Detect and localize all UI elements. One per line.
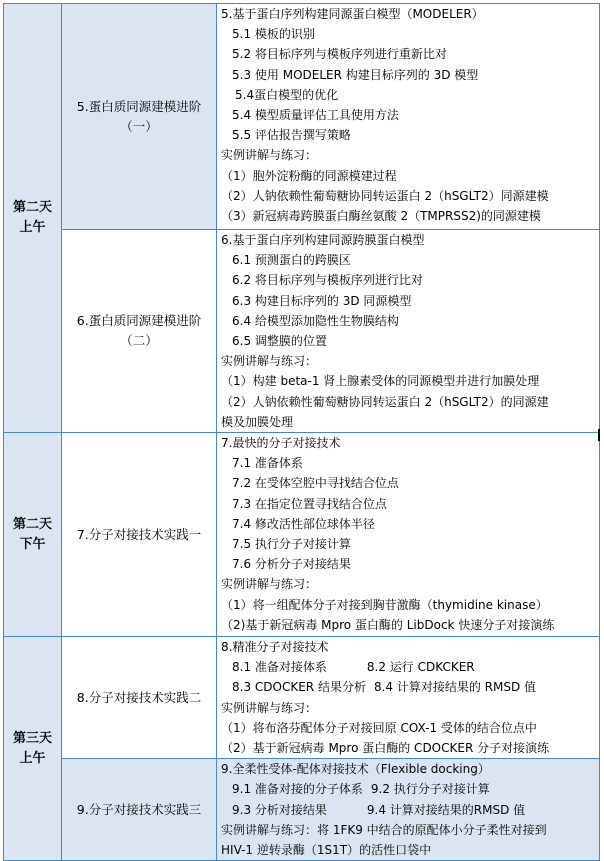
practice-label: 实例讲解与练习：	[221, 822, 318, 837]
topic-cell	[62, 230, 217, 433]
exercise-item: （1）构建 beta-1 肾上腺素受体的同源模型并进行加膜处理	[221, 374, 540, 389]
practice-label: 实例讲解与练习：	[221, 354, 318, 369]
list-item: 5.3 使用 MODELER 构建目标序列的 3D 模型	[232, 67, 479, 82]
topic-cell	[62, 4, 217, 230]
practice-label: 实例讲解与练习：	[221, 700, 318, 715]
section-heading: 7.最快的分子对接技术	[221, 436, 341, 451]
exercise-item: （2）人钠依赖性葡萄糖协同转运蛋白 2（hSGLT2）的同源建	[221, 394, 549, 409]
list-item: 6.5 调整膜的位置	[232, 334, 327, 349]
practice-line	[221, 820, 596, 840]
list-item: 7.4 修改活性部位球体半径	[232, 516, 375, 531]
list-item: 7.1 准备体系	[232, 456, 303, 471]
exercise-item: （2）人钠依赖性葡萄糖协同转运蛋白 2（hSGLT2）同源建模	[221, 188, 549, 203]
exercise-item: （2)基于新冠病毒 Mpro 蛋白酶的 LibDock 快速分子对接演练	[221, 617, 555, 632]
course-schedule-table	[3, 3, 600, 861]
section-heading: 6.基于蛋白序列构建同源跨膜蛋白模型	[221, 233, 425, 247]
day-label: 第三天	[12, 730, 52, 746]
list-item: 5.2 将目标序列与模板序列进行重新比对	[232, 47, 447, 62]
exercise-item: （1）将布洛芬配体分子对接回原 COX-1 受体的结合位点中	[221, 720, 537, 735]
time-label: 上午	[19, 750, 46, 766]
section-heading: 8.精准分子对接技术	[221, 640, 329, 655]
table-row	[4, 637, 600, 759]
list-item: 8.4 计算对接结果的 RMSD 值	[373, 680, 537, 695]
topic-cell	[62, 637, 217, 759]
time-label: 上午	[19, 220, 46, 236]
topic-title: 6.蛋白质同源建模进阶	[76, 313, 202, 329]
list-item: 9.4 计算对接结果的RMSD 值	[366, 802, 526, 817]
section-heading: 5.基于蛋白序列构建同源蛋白模型（MODELER）	[221, 7, 484, 21]
topic-subtitle: （一）	[120, 118, 158, 134]
list-item: 6.2 将目标序列与模板序列进行比对	[232, 273, 423, 288]
exercise-item: （1）将一组配体分子对接到胸苷激酶（thymidine kinase）	[221, 597, 548, 612]
list-item: 5.4 模型质量评估工具使用方法	[232, 108, 399, 123]
list-item: 5.1 模板的识别	[232, 27, 315, 42]
topic-title: 9.分子对接技术实践三	[76, 801, 202, 817]
topic-cell	[62, 433, 217, 637]
table-row	[4, 230, 600, 433]
content-cell	[217, 759, 600, 861]
list-item-pair	[221, 657, 596, 677]
list-item: 8.2 运行 CDKCKER	[366, 660, 475, 675]
table-row	[4, 433, 600, 637]
text-cursor-marker	[598, 429, 600, 441]
list-item: 6.3 构建目标序列的 3D 同源模型	[232, 293, 412, 308]
day-cell	[4, 637, 62, 861]
topic-title: 5.蛋白质同源建模进阶	[76, 98, 202, 114]
list-item: 9.3 分析对接结果	[232, 802, 327, 817]
list-item: 6.1 预测蛋白的跨膜区	[232, 253, 351, 268]
list-item: 6.4 给模型添加隐性生物膜结构	[232, 313, 399, 328]
content-cell	[217, 230, 600, 433]
topic-cell	[62, 759, 217, 861]
list-item-pair	[221, 779, 596, 799]
practice-label: 实例讲解与练习：	[221, 148, 318, 163]
content-cell	[217, 433, 600, 637]
day-cell	[4, 4, 62, 433]
practice-label: 实例讲解与练习：	[221, 577, 318, 592]
list-item: 7.6 分析分子对接结果	[232, 557, 351, 572]
day-cell	[4, 433, 62, 637]
topic-title: 7.分子对接技术实践一	[76, 526, 202, 542]
list-item-pair	[221, 800, 596, 820]
table-row	[4, 759, 600, 861]
section-heading: 9.全柔性受体-配体对接技术（Flexible docking）	[221, 762, 490, 777]
list-item: 5.5 评估报告撰写策略	[232, 128, 351, 143]
time-label: 下午	[19, 536, 46, 552]
day-label: 第二天	[12, 200, 52, 216]
list-item: 9.2 执行分子对接计算	[370, 782, 490, 797]
exercise-item: （1）胞外淀粉酶的同源模建过程	[221, 168, 397, 183]
exercise-item: HIV-1 逆转录酶（1S1T）的活性口袋中	[221, 843, 432, 858]
day-label: 第二天	[12, 516, 52, 532]
exercise-item: （2）基于新冠病毒 Mpro 蛋白酶的 CDOCKER 分子对接演练	[221, 741, 550, 756]
list-item: 8.3 CDOCKER 结果分析	[232, 680, 366, 695]
list-item: 7.5 执行分子对接计算	[232, 537, 351, 552]
topic-title: 8.分子对接技术实践二	[76, 689, 202, 705]
exercise-item: （3）新冠病毒跨膜蛋白酶丝氨酸 2（TMPRSS2)的同源建模	[221, 209, 541, 224]
list-item-pair	[221, 677, 596, 697]
list-item: 8.1 准备对接体系	[232, 660, 327, 675]
exercise-item: 模及加膜处理	[221, 414, 294, 429]
practice-inline: 将 1FK9 中结合的原配体小分子柔性对接到	[317, 822, 547, 837]
content-cell	[217, 637, 600, 759]
list-item: 7.3 在指定位置寻找结合位点	[232, 496, 387, 511]
table-row	[4, 4, 600, 230]
topic-subtitle: （二）	[120, 333, 158, 349]
list-item: 7.2 在受体空腔中寻找结合位点	[232, 476, 399, 491]
content-cell	[217, 4, 600, 230]
list-item: 5.4蛋白模型的优化	[235, 87, 339, 102]
list-item: 9.1 准备对接的分子体系	[232, 782, 363, 797]
